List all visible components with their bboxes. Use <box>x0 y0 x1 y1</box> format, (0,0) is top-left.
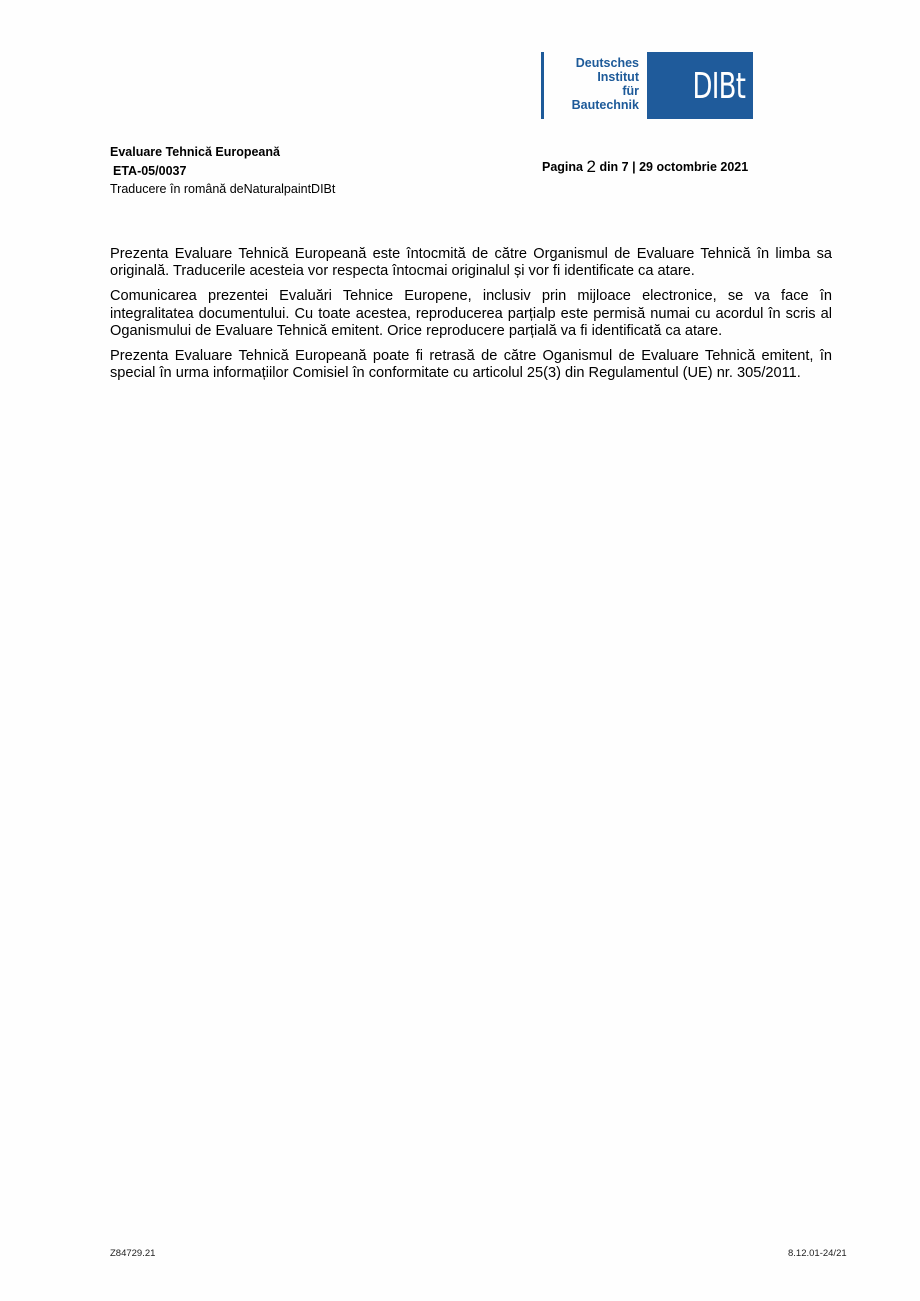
body-paragraph: Comunicarea prezentei Evaluări Tehnice Europene, inclusiv prin mijloace electronice, se va face în integralitatea documentului. Cu toate acestea, reproducerea parțialp este permisă numai cu acordul în scris al Oganismului de Evaluare Tehnică emitent. Orice reproducere parțială va fi identificată ca atare. <box>110 288 832 339</box>
logo-box <box>647 52 753 119</box>
logo-institute-name <box>551 56 639 112</box>
page-total: 7 <box>621 160 629 174</box>
logo-name-line-2: Institut <box>597 70 639 84</box>
document-number: ETA-05/0037 <box>113 163 187 178</box>
footer-left-code: Z84729.21 <box>110 1248 156 1259</box>
body-paragraph: Prezenta Evaluare Tehnică Europeană poate fi retrasă de către Oganismul de Evaluare Tehnică emitent, în special în urma informațiilor Comisiel în conformitate cu articolul 25(3) din Regulamentul (UE) nr. 305/2011. <box>110 348 832 382</box>
body-paragraph: Prezenta Evaluare Tehnică Europeană este întocmită de către Organismul de Evaluare Tehnică în limba sa originală. Traducerile acesteia vor respecta întocmai originalul și vor fi identificate ca atare. <box>110 246 832 280</box>
dibt-logo <box>541 52 753 119</box>
logo-name-line-3: für <box>622 84 639 98</box>
document-date: 29 octombrie 2021 <box>639 160 749 174</box>
logo-divider <box>541 52 544 119</box>
page-info <box>542 158 748 176</box>
logo-name-line-1: Deutsches <box>575 56 639 70</box>
page-separator: din <box>599 160 619 174</box>
document-title: Evaluare Tehnică Europeană <box>110 145 280 159</box>
translation-note: Traducere în română deNaturalpaintDIBt <box>110 182 336 196</box>
header-divider: | <box>632 160 636 174</box>
logo-name-line-4: Bautechnik <box>571 98 639 112</box>
page-label: Pagina <box>542 160 583 174</box>
logo-abbreviation: DIBt <box>692 66 745 107</box>
page-current: 2 <box>586 157 596 176</box>
document-body <box>110 246 832 390</box>
document-header <box>110 143 335 199</box>
footer-right-code: 8.12.01-24/21 <box>788 1248 847 1259</box>
